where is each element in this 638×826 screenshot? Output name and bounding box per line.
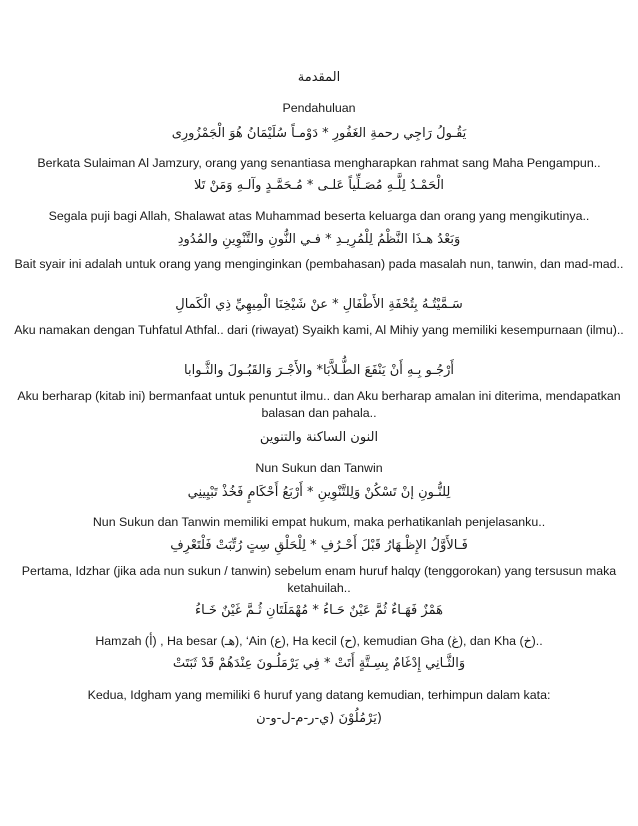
verse-translation-5: Aku berharap (kitab ini) bermanfaat untuk penuntut ilmu.. dan Aku berharap amalan ini diterima, mendapatkan balasan dan pahala..: [17, 389, 621, 420]
verse-translation-9: Kedua, Idgham yang memiliki 6 huruf yang datang kemudian, terhimpun dalam kata:: [87, 688, 551, 702]
verse-translation-6: Nun Sukun dan Tanwin memiliki empat hukum, maka perhatikanlah penjelasanku..: [92, 515, 546, 529]
verse-translation-3: Bait syair ini adalah untuk orang yang menginginkan (pembahasan) pada masalah nun, tanwin, dan mad-mad..: [14, 257, 624, 271]
verse-arabic-2: الْحَمْـدُ لِلَّـهِ مُصَـلِّياً عَلـى * مُـحَمَّـدٍ وآلـهِ وَمَنْ تَلا: [193, 178, 445, 193]
section-heading-latin: Nun Sukun dan Tanwin: [255, 461, 383, 475]
verse-arabic-6: لِلنُّـونِ إنْ تَسْكُنْ وَلِلتَّنْوِينِ * أَرْبَعُ أَحْكَامٍ فَخُذْ تَبْيِينِي: [187, 485, 451, 500]
verse-translation-4: Aku namakan dengan Tuhfatul Athfal.. dari (riwayat) Syaikh kami, Al Mihiy yang memiliki kesempurnaan (ilmu)..: [14, 323, 624, 337]
verse-arabic-3: وَبَعْدُ هـذَا النَّظْمُ لِلْمُرِيـدِ * فـي النُّونِ والتَّنْوِينِ والمُدُودِ: [177, 232, 461, 247]
verse-arabic-1: يَقُـولُ رَاجِي رحمةِ الغَفُورِ * دَوْمـاً سُلَيْمَانُ هُوَ الْجَمْزُورِى: [171, 126, 467, 141]
verse-arabic-7: فَـالأَوَّلُ الإِظْـهَارُ قَبْلَ أَحْـرُفِ * لِلْحَلْقِ سِتٍ رُتِّبَتْ فَلْتَعْرِفِ: [170, 538, 468, 553]
final-arabic-line: (يَرْمُلُوْنَ (ي-ر-م-ل-و-ن: [256, 711, 382, 726]
verse-translation-2: Segala puji bagi Allah, Shalawat atas Muhammad beserta keluarga dan orang yang mengikutinya..: [48, 209, 590, 223]
heading-arabic: المقدمة: [297, 70, 341, 85]
verse-arabic-9: وَالثَّـانِي إِدْغَامٌ بِسِـتَّةٍ أَتَتْ * فِي يَرْمَلُـونَ عِنْدَهُمْ قَدْ ثَبَتَتْ: [172, 656, 466, 671]
section-heading-arabic: النون الساكنة والتنوين: [259, 430, 379, 445]
verse-arabic-8: هَمْزٌ فَهَـاءٌ ثُمَّ عَيْنٌ حَـاءُ * مُهْمَلَتَانِ ثُـمَّ غَيْنٌ خَـاءُ: [195, 603, 443, 618]
verse-arabic-5: أَرْجُـو بِـهِ أَنْ يَنْفَعَ الطُّـلاَّبَا* والأَجْـرَ وَالقَبُـولَ والثَّـوابا: [184, 363, 454, 378]
verse-translation-8: Hamzah (أ) , Ha besar (هـ), ‘Ain (ع), Ha kecil (ح), kemudian Gha (غ), dan Kha (خ)..: [95, 634, 543, 648]
verse-translation-7: Pertama, Idzhar (jika ada nun sukun / tanwin) sebelum enam huruf halqy (tenggorokan) yang tersusun maka ketahuilah..: [21, 564, 617, 595]
verse-translation-1: Berkata Sulaiman Al Jamzury, orang yang senantiasa mengharapkan rahmat sang Maha Pengampun..: [37, 156, 601, 170]
verse-arabic-4: سَـمَّيْتُـهُ بِتُحْفَةِ الأَطْفَالِ * عنْ شَيْخِنَا الْمِيهِيِّ ذِي الْكَمالِ: [175, 297, 463, 312]
heading-latin: Pendahuluan: [282, 101, 356, 115]
